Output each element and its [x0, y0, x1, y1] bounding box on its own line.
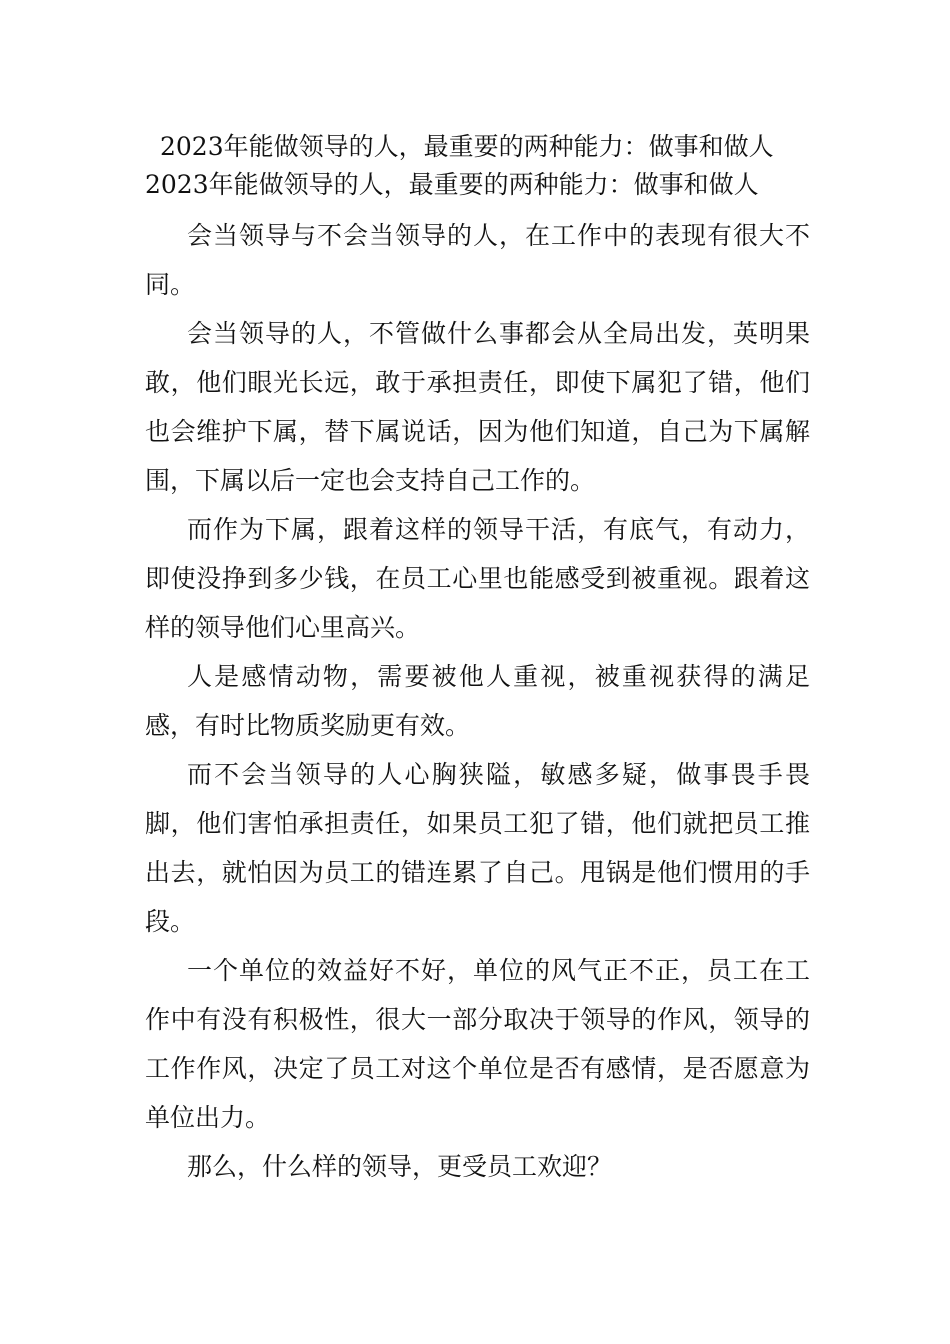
paragraph-4: 人是感情动物，需要被他人重视，被重视获得的满足感，有时比物质奖励更有效。	[145, 662, 810, 740]
document-title-repeat: 2023年能做领导的人，最重要的两种能力：做事和做人	[145, 170, 759, 199]
paragraph-2: 会当领导的人，不管做什么事都会从全局出发，英明果敢，他们眼光长远，敢于承担责任，即使下属犯了错，他们也会维护下属，替下属说话，因为他们知道，自己为下属解围，下属以后一定也会支持自己工作的。	[145, 319, 810, 495]
paragraph-7: 那么，什么样的领导，更受员工欢迎？	[187, 1152, 613, 1181]
document-title: 2023年能做领导的人，最重要的两种能力：做事和做人	[160, 132, 774, 161]
paragraph-3: 而作为下属，跟着这样的领导干活，有底气，有动力，即使没挣到多少钱，在员工心里也能感受到被重视。跟着这样的领导他们心里高兴。	[145, 515, 810, 642]
paragraph-6: 一个单位的效益好不好，单位的风气正不正，员工在工作中有没有积极性，很大一部分取决于领导的作风，领导的工作作风，决定了员工对这个单位是否有感情，是否愿意为单位出力。	[145, 956, 810, 1132]
paragraph-5: 而不会当领导的人心胸狭隘，敏感多疑，做事畏手畏脚，他们害怕承担责任，如果员工犯了错，他们就把员工推出去，就怕因为员工的错连累了自己。甩锅是他们惯用的手段。	[145, 760, 810, 936]
paragraph-1: 会当领导与不会当领导的人，在工作中的表现有很大不同。	[145, 221, 810, 299]
title-block	[145, 128, 810, 204]
document-body	[145, 128, 810, 1191]
